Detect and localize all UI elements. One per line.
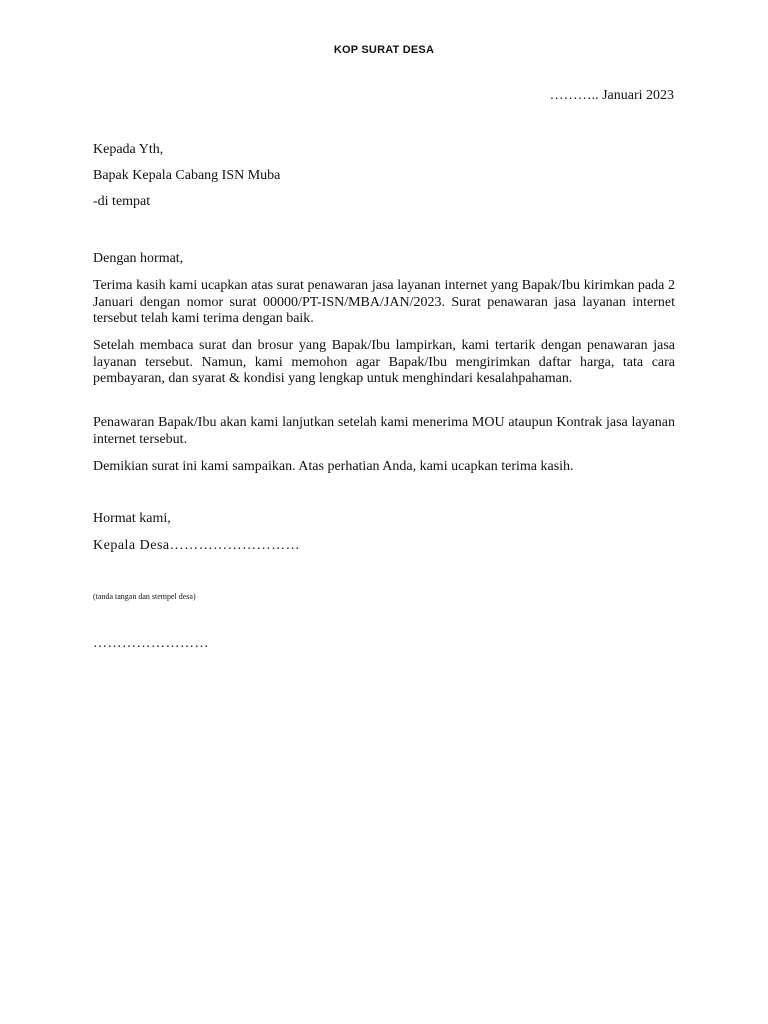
body-paragraph: Setelah membaca surat dan brosur yang Bapak/Ibu lampirkan, kami tertarik dengan penawaran jasa layanan tersebut. Namun, kami memohon agar Bapak/Ibu mengirimkan daftar harga, tata cara pembayaran, dan syarat & kondisi yang lengkap untuk menghindari kesalahpahaman.	[93, 338, 675, 386]
body-paragraph: Terima kasih kami ucapkan atas surat penawaran jasa layanan internet yang Bapak/Ibu kirimkan pada 2 Januari dengan nomor surat 00000/PT-ISN/MBA/JAN/2023. Surat penawaran jasa layanan internet tersebut telah kami terima dengan baik.	[93, 278, 675, 326]
body-paragraph: Demikian surat ini kami sampaikan. Atas perhatian Anda, kami ucapkan terima kasih.	[93, 459, 574, 474]
recipient-location: -di tempat	[93, 194, 151, 209]
signer-title: Kepala Desa………………………	[93, 538, 301, 553]
letterhead-title: KOP SURAT DESA	[333, 44, 435, 56]
letter-date: ……….. Januari 2023	[549, 88, 674, 103]
closing: Hormat kami,	[93, 511, 171, 526]
salutation: Dengan hormat,	[93, 251, 184, 266]
signer-name: ……………………	[93, 636, 209, 651]
body-paragraph: Penawaran Bapak/Ibu akan kami lanjutkan setelah kami menerima MOU ataupun Kontrak jasa layanan internet tersebut.	[93, 415, 675, 447]
recipient-name: Bapak Kepala Cabang ISN Muba	[93, 168, 281, 183]
recipient-greeting: Kepada Yth,	[93, 142, 164, 157]
signature-note: (tanda tangan dan stempel desa)	[93, 592, 196, 601]
